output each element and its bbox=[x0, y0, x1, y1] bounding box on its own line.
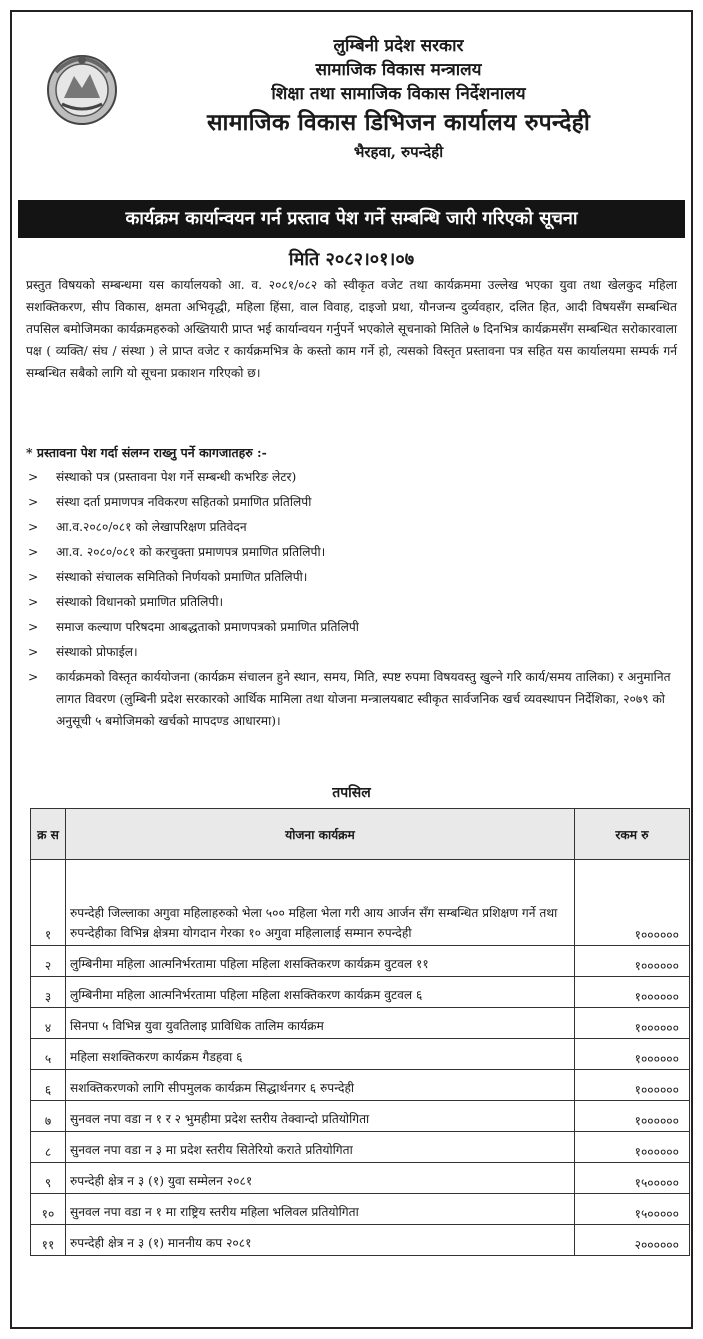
bullet-marker: > bbox=[28, 520, 39, 534]
header-line-1: लुम्बिनी प्रदेश सरकार bbox=[333, 36, 464, 56]
list-item bbox=[26, 516, 677, 538]
cell-amount: १०००००० bbox=[575, 1070, 690, 1101]
list-item-text: संस्थाको पत्र (प्रस्तावना पेश गर्ने सम्बन्धी कभरिङ लेटर) bbox=[56, 470, 297, 484]
header-sn: क्र स bbox=[31, 809, 66, 860]
cell-sn: ९ bbox=[31, 1163, 66, 1194]
cell-program: सुनवल नपा वडा न १ मा राष्ट्रिय स्तरीय महिला भलिवल प्रतियोगिता bbox=[66, 1194, 575, 1225]
bullet-marker: > bbox=[28, 595, 39, 609]
table-row bbox=[31, 860, 690, 946]
cell-sn: ५ bbox=[31, 1039, 66, 1070]
bullet-marker: > bbox=[28, 470, 39, 484]
cell-program: लुम्बिनीमा महिला आत्मनिर्भरतामा पहिला महिला शसक्तिकरण कार्यक्रम वुटवल ६ bbox=[66, 977, 575, 1008]
notice-date: मिति २०८२।०१।०७ bbox=[288, 249, 415, 270]
cell-amount: १०००००० bbox=[575, 1132, 690, 1163]
bullet-marker: > bbox=[28, 620, 39, 634]
cell-program: महिला सशक्तिकरण कार्यक्रम गैडहवा ६ bbox=[66, 1039, 575, 1070]
requirements-title: * प्रस्तावना पेश गर्दा संलग्न राख्नु पर्ने कागजातहरु :- bbox=[26, 445, 267, 460]
cell-sn: ११ bbox=[31, 1225, 66, 1256]
notice-banner: कार्यक्रम कार्यान्वयन गर्न प्रस्ताव पेश गर्ने सम्बन्धि जारी गरिएको सूचना bbox=[18, 200, 685, 238]
cell-program: सुनवल नपा वडा न ३ मा प्रदेश स्तरीय सितेरियो कराते प्रतियोगिता bbox=[66, 1132, 575, 1163]
cell-program: रुपन्देही क्षेत्र न ३ (१) युवा सम्मेलन २०८१ bbox=[66, 1163, 575, 1194]
cell-amount: १०००००० bbox=[575, 977, 690, 1008]
list-item bbox=[26, 566, 677, 588]
table-row bbox=[31, 1194, 690, 1225]
government-emblem-icon bbox=[42, 48, 122, 128]
cell-amount: १०००००० bbox=[575, 860, 690, 946]
table-row bbox=[31, 1225, 690, 1256]
list-item bbox=[26, 641, 677, 663]
cell-amount: २०००००० bbox=[575, 1225, 690, 1256]
bullet-marker: > bbox=[28, 545, 39, 559]
office-location: भैरहवा, रुपन्देही bbox=[353, 143, 444, 161]
list-item-text: संस्थाको प्रोफाईल। bbox=[56, 645, 138, 659]
table-row bbox=[31, 1163, 690, 1194]
table-row bbox=[31, 1008, 690, 1039]
cell-sn: १० bbox=[31, 1194, 66, 1225]
bullet-marker: > bbox=[28, 495, 39, 509]
cell-sn: ८ bbox=[31, 1132, 66, 1163]
table-row bbox=[31, 1101, 690, 1132]
bullet-marker: > bbox=[28, 670, 39, 684]
header-amount: रकम रु bbox=[575, 809, 690, 860]
table-row bbox=[31, 946, 690, 977]
cell-program: सुनवल नपा वडा न १ र २ भुमहीमा प्रदेश स्तरीय तेक्वान्दो प्रतियोगिता bbox=[66, 1101, 575, 1132]
table-row bbox=[31, 1039, 690, 1070]
header bbox=[12, 34, 695, 204]
cell-program: सिनपा ५ विभिन्न युवा युवतिलाइ प्राविधिक तालिम कार्यक्रम bbox=[66, 1008, 575, 1039]
office-name: सामाजिक विकास डिभिजन कार्यालय रुपन्देही bbox=[206, 109, 591, 136]
list-item bbox=[26, 666, 677, 732]
cell-amount: १०००००० bbox=[575, 1008, 690, 1039]
bullet-marker: > bbox=[28, 570, 39, 584]
list-item-text: आ.व.२०८०/०८१ को लेखापरिक्षण प्रतिवेदन bbox=[56, 520, 247, 534]
list-item-text: संस्था दर्ता प्रमाणपत्र नविकरण सहितको प्रमाणित प्रतिलिपी bbox=[56, 495, 312, 509]
cell-sn: ३ bbox=[31, 977, 66, 1008]
cell-amount: १०००००० bbox=[575, 1039, 690, 1070]
table-row bbox=[31, 1132, 690, 1163]
cell-sn: २ bbox=[31, 946, 66, 977]
list-item bbox=[26, 466, 677, 488]
notice-paragraph: प्रस्तुत विषयको सम्बन्धमा यस कार्यालयको आ. व. २०८१/०८२ को स्वीकृत वजेट तथा कार्यक्रममा उल्लेख भएका युवा तथा खेलकुद महिला सशक्तिकरण, सीप विकास, क्षमता अभिवृद्धी, महिला हिंसा, वाल विवाह, दाइजो प्रथा, यौनजन्य दुर्व्यवहार, दलित हित, आदी विषयसँग सम्बन्धित तपसिल बमोजिमका कार्यक्रमहरुको अख्तियारी प्राप्त भई कार्यान्वयन गर्नुपर्ने भएकोले सूचनाको मितिले ७ दिनभित्र कार्यक्रमसँग सम्बन्धित सरोकारवाला पक्ष ( व्यक्ति/ संघ / संस्था ) ले प्राप्त वजेट र कार्यक्रमभित्र के कस्तो काम गर्ने हो, त्यसको विस्तृत प्रस्तावना पत्र सहित यस कार्यालयमा सम्पर्क गर्न सम्बन्धित सबैको लागि यो सूचना प्रकाशन गरिएको छ। bbox=[26, 278, 677, 380]
program-table bbox=[30, 808, 690, 1256]
list-item bbox=[26, 491, 677, 513]
cell-amount: १०००००० bbox=[575, 1101, 690, 1132]
table-row bbox=[31, 977, 690, 1008]
list-item-text: समाज कल्याण परिषदमा आबद्धताको प्रमाणपत्रको प्रमाणित प्रतिलिपी bbox=[56, 620, 359, 634]
cell-sn: ४ bbox=[31, 1008, 66, 1039]
bullet-marker: > bbox=[28, 645, 39, 659]
table-header-row bbox=[31, 809, 690, 860]
header-line-2: सामाजिक विकास मन्त्रालय bbox=[315, 60, 482, 80]
table-title: तपसिल bbox=[332, 785, 371, 801]
table-row bbox=[31, 1070, 690, 1101]
requirements-list bbox=[26, 466, 677, 735]
cell-amount: १०००००० bbox=[575, 946, 690, 977]
list-item bbox=[26, 591, 677, 613]
header-program: योजना कार्यक्रम bbox=[66, 809, 575, 860]
notice-frame bbox=[10, 10, 693, 1329]
cell-amount: १५००००० bbox=[575, 1194, 690, 1225]
list-item bbox=[26, 616, 677, 638]
cell-program: रुपन्देही क्षेत्र न ३ (१) माननीय कप २०८१ bbox=[66, 1225, 575, 1256]
cell-program: रुपन्देही जिल्लाका अगुवा महिलाहरुको भेला ५०० महिला भेला गरी आय आर्जन सँग सम्बन्धित प्रशिक्षण गर्ने तथा रुपन्देहीका विभिन्न क्षेत्रमा योगदान गेरका १० अगुवा महिलालाई सम्मान रुपन्देही bbox=[66, 860, 575, 946]
header-line-3: शिक्षा तथा सामाजिक विकास निर्देशनालय bbox=[271, 84, 526, 104]
list-item-text: आ.व. २०८०/०८१ को करचुक्ता प्रमाणपत्र प्रमाणित प्रतिलिपी। bbox=[56, 545, 326, 559]
list-item bbox=[26, 541, 677, 563]
cell-program: लुम्बिनीमा महिला आत्मनिर्भरतामा पहिला महिला शसक्तिकरण कार्यक्रम वुटवल ११ bbox=[66, 946, 575, 977]
cell-amount: १५००००० bbox=[575, 1163, 690, 1194]
cell-program: सशक्तिकरणको लागि सीपमुलक कार्यक्रम सिद्धार्थनगर ६ रुपन्देही bbox=[66, 1070, 575, 1101]
header-text bbox=[132, 34, 665, 164]
list-item-text: संस्थाको संचालक समितिको निर्णयको प्रमाणित प्रतिलिपी। bbox=[56, 570, 308, 584]
list-item-text: कार्यक्रमको विस्तृत कार्ययोजना (कार्यक्रम संचालन हुने स्थान, समय, मिति, स्पष्ट रुपमा विषयवस्तु खुल्ने गरि कार्य/समय तालिका) र अनुमानित लागत विवरण (लुम्बिनी प्रदेश सरकारको आर्थिक मामिला तथा योजना मन्त्रालयबाट स्वीकृत सार्वजनिक खर्च व्यवस्थापन निर्देशिका, २०७९ को अनुसूची ५ बमोजिमको खर्चको मापदण्ड आधारमा)। bbox=[56, 670, 671, 728]
cell-sn: १ bbox=[31, 860, 66, 946]
cell-sn: ६ bbox=[31, 1070, 66, 1101]
cell-sn: ७ bbox=[31, 1101, 66, 1132]
list-item-text: संस्थाको विधानको प्रमाणित प्रतिलिपी। bbox=[56, 595, 224, 609]
